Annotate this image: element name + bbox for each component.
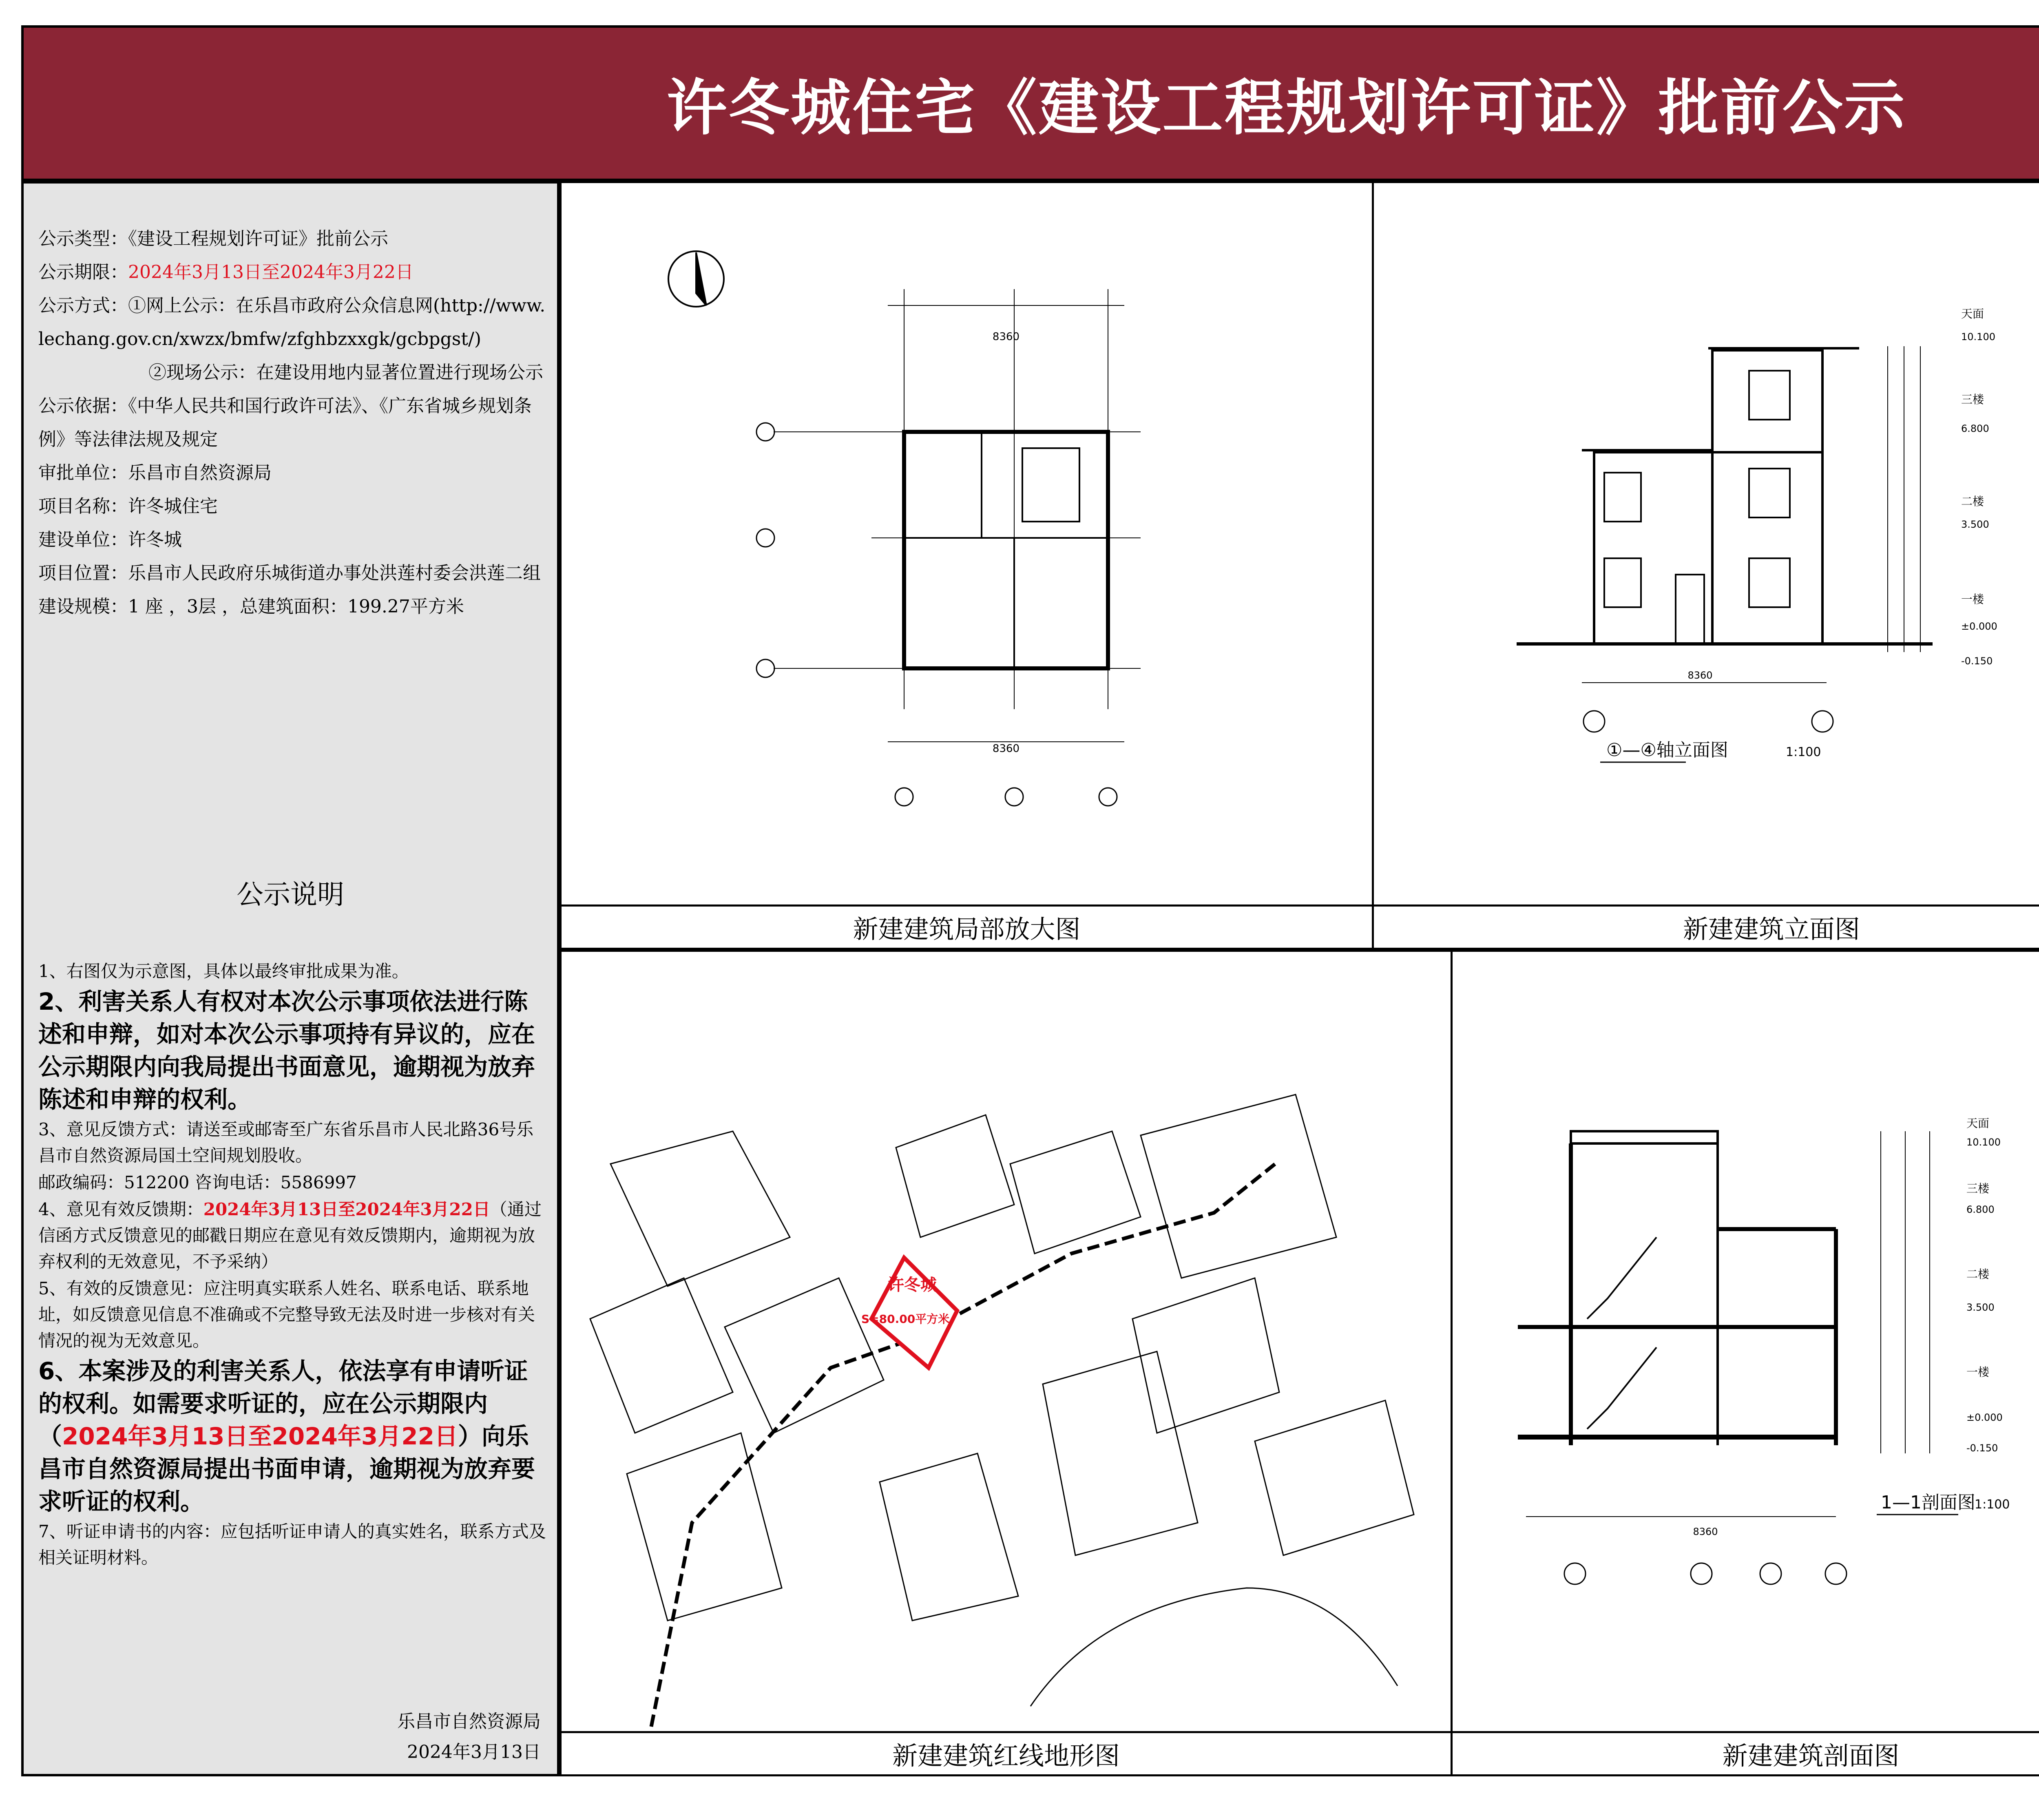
info-period bbox=[38, 256, 550, 289]
info-builder: 建设单位：许冬城 bbox=[38, 529, 182, 550]
plan-dim-total: 8360 bbox=[992, 331, 1020, 343]
sec-level-0: ±0.000 bbox=[1966, 1412, 2003, 1423]
info-type: 公示类型：《建设工程规划许可证》批前公示 bbox=[38, 228, 388, 249]
sec-level-minus: -0.150 bbox=[1966, 1442, 1998, 1454]
sign-date: 2024年3月13日 bbox=[407, 1742, 541, 1763]
note-7: 7、听证申请书的内容：应包括听证申请人的真实姓名，联系方式及相关证明材料。 bbox=[38, 1521, 546, 1568]
elev-level-0: ±0.000 bbox=[1961, 621, 1997, 632]
sec-label-3f: 三楼 bbox=[1966, 1182, 1990, 1195]
elev-level-roof: 10.100 bbox=[1961, 331, 1995, 343]
elev-label-roof: 天面 bbox=[1961, 307, 1984, 321]
note-4 bbox=[38, 1196, 550, 1275]
elev-scale: 1:100 bbox=[1786, 745, 1821, 759]
note-3: 3、意见反馈方式：请送至或邮寄至广东省乐昌市人民北路36号乐昌市自然资源局国土空间规划股收。 bbox=[38, 1119, 534, 1165]
caption-site-map: 新建建筑红线地形图 bbox=[562, 1731, 1451, 1774]
notes-title: 公示说明 bbox=[237, 879, 344, 910]
elev-label-1f: 一楼 bbox=[1961, 593, 1984, 606]
info-scale: 建设规模：1 座 ，3层 ，总建筑面积：199.27平方米 bbox=[38, 596, 464, 617]
panel-elevation bbox=[1372, 181, 2039, 950]
elev-dim-total: 8360 bbox=[1687, 670, 1713, 681]
note-1: 1、右图仅为示意图，具体以最终审批成果为准。 bbox=[38, 961, 409, 981]
site-area-label: S=80.00平方米 bbox=[861, 1312, 950, 1326]
elev-label-2f: 二楼 bbox=[1961, 495, 1984, 508]
info-period-value: 2024年3月13日至2024年3月22日 bbox=[128, 262, 414, 283]
notes-block bbox=[38, 958, 550, 1572]
page-header bbox=[21, 25, 2039, 181]
sign-org: 乐昌市自然资源局 bbox=[397, 1711, 541, 1732]
info-location: 项目位置：乐昌市人民政府乐城街道办事处洪莲村委会洪莲二组 bbox=[38, 563, 541, 584]
elev-level-2f: 3.500 bbox=[1961, 519, 1989, 530]
elev-level-3f: 6.800 bbox=[1961, 423, 1989, 434]
caption-elevation: 新建建筑立面图 bbox=[1374, 904, 2039, 948]
sec-level-roof: 10.100 bbox=[1966, 1137, 2001, 1148]
note-6-b: ）向乐昌市自然资源局提出书面申请，逾期视为放弃要求听证的权利。 bbox=[38, 1422, 535, 1515]
plan-outline bbox=[904, 432, 1108, 668]
elevation-drawing bbox=[1374, 183, 2039, 905]
info-method2: ②现场公示：在建设用地内显著位置进行现场公示 bbox=[148, 362, 543, 383]
info-unit: 审批单位：乐昌市自然资源局 bbox=[38, 462, 272, 483]
note-4-date: 2024年3月13日至2024年3月22日 bbox=[203, 1199, 490, 1219]
section-drawing bbox=[1453, 952, 2039, 1732]
note-5: 5、有效的反馈意见：应注明真实联系人姓名、联系电话、联系地址，如反馈意见信息不准确或不完整导致无法及时进一步核对有关情况的视为无效意见。 bbox=[38, 1278, 535, 1351]
page-title: 许冬城住宅《建设工程规划许可证》批前公示 bbox=[666, 73, 1906, 143]
sec-level-2f: 3.500 bbox=[1966, 1302, 1995, 1313]
sec-label-roof: 天面 bbox=[1966, 1117, 1990, 1130]
note-6 bbox=[38, 1355, 550, 1518]
note-6-date: 2024年3月13日至2024年3月22日 bbox=[62, 1422, 458, 1450]
floor-plan-drawing bbox=[562, 183, 1372, 905]
sec-level-3f: 6.800 bbox=[1966, 1204, 1995, 1215]
sec-title: 1—1剖面图 bbox=[1881, 1492, 1975, 1513]
caption-section: 新建建筑剖面图 bbox=[1453, 1731, 2039, 1774]
panel-section bbox=[1451, 950, 2039, 1776]
panel-site-map bbox=[560, 950, 1453, 1776]
info-panel bbox=[21, 181, 560, 1776]
note-4-label: 4、意见有效反馈期： bbox=[38, 1199, 203, 1219]
info-basis: 公示依据：《中华人民共和国行政许可法》、《广东省城乡规划条例》等法律法规及规定 bbox=[38, 396, 532, 450]
caption-floor-plan: 新建建筑局部放大图 bbox=[562, 904, 1372, 948]
sec-label-1f: 一楼 bbox=[1966, 1365, 1990, 1379]
note-4-text: （通过信函方式反馈意见的邮戳日期应在意见有效反馈期内，逾期视为放弃权利的无效意见，不予采纳） bbox=[38, 1199, 542, 1272]
info-block bbox=[38, 222, 550, 624]
sec-label-2f: 二楼 bbox=[1966, 1267, 1990, 1281]
sec-dim-total: 8360 bbox=[1693, 1526, 1718, 1537]
note-6-a: 6、本案涉及的利害关系人，依法享有申请听证的权利。如需要求听证的，应在公示期限内（ bbox=[38, 1357, 528, 1450]
plan-dim-total-bottom: 8360 bbox=[992, 743, 1020, 755]
sec-scale: 1:100 bbox=[1975, 1497, 2010, 1512]
site-map-drawing bbox=[562, 952, 1451, 1732]
note-2: 2、利害关系人有权对本次公示事项依法进行陈述和申辩，如对本次公示事项持有异议的，应在公示期限内向我局提出书面意见，逾期视为放弃陈述和申辩的权利。 bbox=[38, 988, 535, 1113]
site-name-label: 许冬城 bbox=[888, 1276, 937, 1294]
elev-label-3f: 三楼 bbox=[1961, 393, 1984, 406]
elev-level-minus: -0.150 bbox=[1961, 655, 1993, 667]
elev-title: ①—④轴立面图 bbox=[1606, 740, 1728, 761]
info-method1: 公示方式：①网上公示：在乐昌市政府公众信息网(http://www.lechang.gov.cn/xwzx/bmfw/zfghbzxxgk/gcbpgst/) bbox=[38, 295, 546, 349]
info-project-name: 项目名称：许冬城住宅 bbox=[38, 496, 218, 517]
info-period-label: 公示期限： bbox=[38, 262, 128, 283]
panel-floor-plan bbox=[560, 181, 1374, 950]
note-3b: 邮政编码：512200 咨询电话：5586997 bbox=[38, 1172, 357, 1192]
